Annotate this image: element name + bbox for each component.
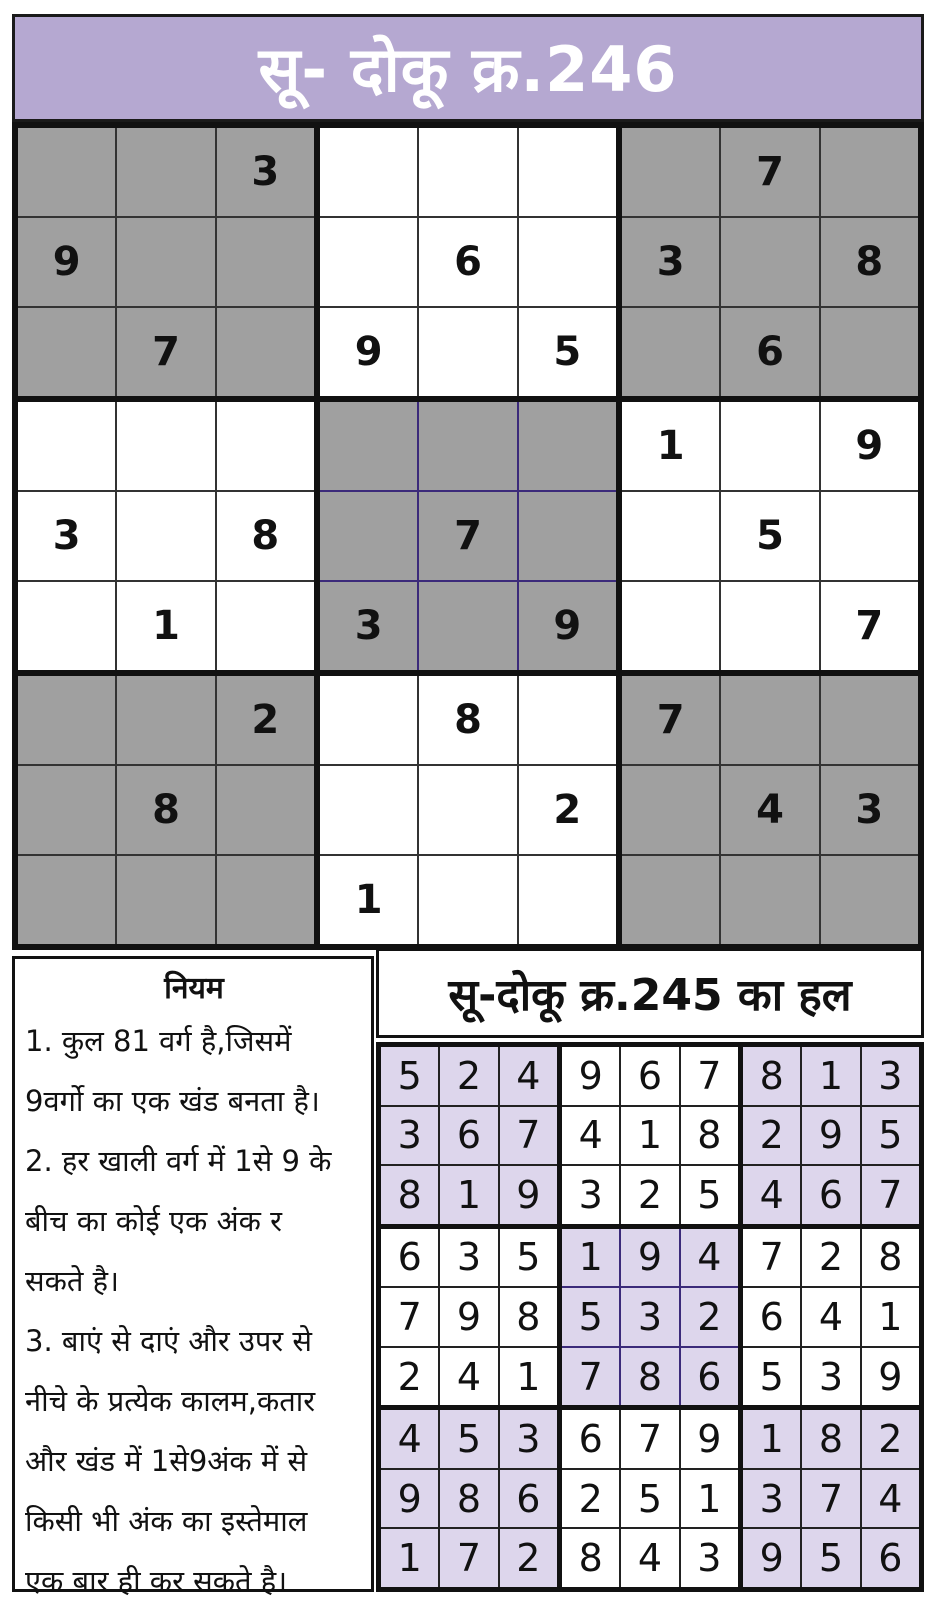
given-cell: 9 bbox=[320, 308, 417, 396]
sudoku-box bbox=[18, 676, 314, 944]
empty-cell[interactable] bbox=[117, 856, 214, 944]
solution-cell: 1 bbox=[681, 1470, 738, 1528]
rule-line: बीच का कोई एक अंक र bbox=[25, 1204, 282, 1238]
given-cell: 1 bbox=[117, 582, 214, 670]
empty-cell[interactable] bbox=[622, 308, 719, 396]
solution-title: सू-दोकू क्र.245 का हल bbox=[376, 948, 924, 1038]
sudoku-box bbox=[381, 1229, 557, 1406]
solution-cell: 8 bbox=[681, 1107, 738, 1165]
solution-cell: 4 bbox=[621, 1529, 678, 1587]
solution-cell: 1 bbox=[621, 1107, 678, 1165]
solution-cell: 5 bbox=[681, 1166, 738, 1224]
sudoku-box bbox=[320, 676, 616, 944]
solution-cell: 4 bbox=[743, 1166, 800, 1224]
sudoku-box bbox=[743, 1229, 919, 1406]
empty-cell[interactable] bbox=[821, 856, 918, 944]
empty-cell[interactable] bbox=[18, 766, 115, 854]
empty-cell[interactable] bbox=[18, 128, 115, 216]
puzzle-title: सू- दोकू क्र.246 bbox=[12, 14, 924, 122]
solution-cell: 5 bbox=[381, 1047, 438, 1105]
sudoku-box bbox=[743, 1047, 919, 1224]
given-cell: 5 bbox=[519, 308, 616, 396]
empty-cell[interactable] bbox=[519, 402, 616, 490]
solution-cell: 7 bbox=[802, 1470, 859, 1528]
given-cell: 8 bbox=[821, 218, 918, 306]
solution-cell: 1 bbox=[802, 1047, 859, 1105]
solution-cell: 9 bbox=[862, 1348, 919, 1406]
given-cell: 7 bbox=[821, 582, 918, 670]
solution-cell: 4 bbox=[862, 1470, 919, 1528]
given-cell: 3 bbox=[18, 492, 115, 580]
empty-cell[interactable] bbox=[117, 128, 214, 216]
solution-cell: 1 bbox=[500, 1348, 557, 1406]
solution-cell: 5 bbox=[743, 1348, 800, 1406]
empty-cell[interactable] bbox=[721, 856, 818, 944]
solution-cell: 8 bbox=[381, 1166, 438, 1224]
sudoku-box bbox=[562, 1047, 738, 1224]
given-cell: 7 bbox=[721, 128, 818, 216]
sudoku-box bbox=[743, 1410, 919, 1587]
solution-cell: 6 bbox=[681, 1348, 738, 1406]
given-cell: 3 bbox=[320, 582, 417, 670]
given-cell: 8 bbox=[117, 766, 214, 854]
given-cell: 9 bbox=[519, 582, 616, 670]
solution-cell: 9 bbox=[381, 1470, 438, 1528]
solution-cell: 2 bbox=[743, 1107, 800, 1165]
empty-cell[interactable] bbox=[519, 218, 616, 306]
empty-cell[interactable] bbox=[217, 582, 314, 670]
empty-cell[interactable] bbox=[320, 128, 417, 216]
rule-line: सकते है। bbox=[25, 1264, 120, 1298]
empty-cell[interactable] bbox=[419, 402, 516, 490]
empty-cell[interactable] bbox=[117, 676, 214, 764]
rule-line: एक बार ही कर सकते है। bbox=[25, 1564, 288, 1598]
sudoku-box bbox=[18, 128, 314, 396]
solution-cell: 1 bbox=[743, 1410, 800, 1468]
empty-cell[interactable] bbox=[622, 766, 719, 854]
solution-cell: 6 bbox=[802, 1166, 859, 1224]
given-cell: 3 bbox=[622, 218, 719, 306]
solution-cell: 4 bbox=[802, 1288, 859, 1346]
empty-cell[interactable] bbox=[217, 308, 314, 396]
given-cell: 9 bbox=[821, 402, 918, 490]
solution-cell: 5 bbox=[862, 1107, 919, 1165]
empty-cell[interactable] bbox=[419, 766, 516, 854]
solution-cell: 7 bbox=[681, 1047, 738, 1105]
sudoku-box bbox=[562, 1410, 738, 1587]
solution-cell: 2 bbox=[500, 1529, 557, 1587]
rule-line: 9वर्गो का एक खंड बनता है। bbox=[25, 1084, 320, 1118]
solution-cell: 8 bbox=[743, 1047, 800, 1105]
empty-cell[interactable] bbox=[117, 402, 214, 490]
empty-cell[interactable] bbox=[821, 128, 918, 216]
sudoku-box bbox=[622, 402, 918, 670]
solution-cell: 5 bbox=[562, 1288, 619, 1346]
solution-cell: 9 bbox=[621, 1229, 678, 1287]
empty-cell[interactable] bbox=[18, 582, 115, 670]
solution-cell: 3 bbox=[562, 1166, 619, 1224]
solution-cell: 6 bbox=[621, 1047, 678, 1105]
empty-cell[interactable] bbox=[821, 308, 918, 396]
empty-cell[interactable] bbox=[419, 308, 516, 396]
rule-line: 3. बाएं से दाएं और उपर से bbox=[25, 1324, 312, 1358]
solution-cell: 5 bbox=[500, 1229, 557, 1287]
solution-cell: 3 bbox=[440, 1229, 497, 1287]
empty-cell[interactable] bbox=[18, 402, 115, 490]
solution-cell: 7 bbox=[743, 1229, 800, 1287]
solution-cell: 6 bbox=[862, 1529, 919, 1587]
empty-cell[interactable] bbox=[117, 492, 214, 580]
sudoku-box bbox=[622, 128, 918, 396]
given-cell: 1 bbox=[320, 856, 417, 944]
empty-cell[interactable] bbox=[821, 676, 918, 764]
solution-cell: 9 bbox=[562, 1047, 619, 1105]
empty-cell[interactable] bbox=[320, 402, 417, 490]
solution-cell: 2 bbox=[621, 1166, 678, 1224]
sudoku-box bbox=[622, 676, 918, 944]
sudoku-box bbox=[381, 1047, 557, 1224]
given-cell: 7 bbox=[622, 676, 719, 764]
sudoku-box bbox=[320, 402, 616, 670]
sudoku-box bbox=[562, 1229, 738, 1406]
empty-cell[interactable] bbox=[721, 402, 818, 490]
sudoku-box bbox=[320, 128, 616, 396]
solution-cell: 3 bbox=[500, 1410, 557, 1468]
given-cell: 2 bbox=[519, 766, 616, 854]
solution-cell: 9 bbox=[500, 1166, 557, 1224]
empty-cell[interactable] bbox=[622, 128, 719, 216]
solution-cell: 7 bbox=[562, 1348, 619, 1406]
empty-cell[interactable] bbox=[622, 582, 719, 670]
rule-line: और खंड में 1से9अंक में से bbox=[25, 1444, 308, 1478]
solution-cell: 7 bbox=[440, 1529, 497, 1587]
solution-cell: 1 bbox=[381, 1529, 438, 1587]
empty-cell[interactable] bbox=[217, 218, 314, 306]
given-cell: 6 bbox=[419, 218, 516, 306]
given-cell: 7 bbox=[419, 492, 516, 580]
solution-cell: 4 bbox=[500, 1047, 557, 1105]
solution-cell: 5 bbox=[621, 1470, 678, 1528]
empty-cell[interactable] bbox=[217, 856, 314, 944]
solution-cell: 8 bbox=[500, 1288, 557, 1346]
solution-cell: 4 bbox=[562, 1107, 619, 1165]
solution-cell: 6 bbox=[381, 1229, 438, 1287]
empty-cell[interactable] bbox=[18, 308, 115, 396]
solution-cell: 6 bbox=[500, 1470, 557, 1528]
solution-cell: 3 bbox=[802, 1348, 859, 1406]
solution-cell: 2 bbox=[681, 1288, 738, 1346]
empty-cell[interactable] bbox=[419, 128, 516, 216]
solution-cell: 6 bbox=[743, 1288, 800, 1346]
given-cell: 8 bbox=[419, 676, 516, 764]
solution-cell: 4 bbox=[681, 1229, 738, 1287]
solution-cell: 9 bbox=[440, 1288, 497, 1346]
sudoku-box bbox=[381, 1410, 557, 1587]
given-cell: 6 bbox=[721, 308, 818, 396]
empty-cell[interactable] bbox=[519, 492, 616, 580]
solution-cell: 7 bbox=[500, 1107, 557, 1165]
solution-cell: 9 bbox=[681, 1410, 738, 1468]
empty-cell[interactable] bbox=[18, 676, 115, 764]
sudoku-puzzle-grid bbox=[12, 122, 924, 950]
solution-cell: 7 bbox=[381, 1288, 438, 1346]
solution-cell: 8 bbox=[862, 1229, 919, 1287]
solution-cell: 5 bbox=[802, 1529, 859, 1587]
rule-line: 1. कुल 81 वर्ग है,जिसमें bbox=[25, 1024, 292, 1058]
solution-cell: 8 bbox=[562, 1529, 619, 1587]
solution-cell: 2 bbox=[862, 1410, 919, 1468]
solution-cell: 1 bbox=[440, 1166, 497, 1224]
empty-cell[interactable] bbox=[519, 676, 616, 764]
empty-cell[interactable] bbox=[721, 582, 818, 670]
solution-cell: 3 bbox=[862, 1047, 919, 1105]
empty-cell[interactable] bbox=[622, 492, 719, 580]
empty-cell[interactable] bbox=[419, 582, 516, 670]
empty-cell[interactable] bbox=[217, 402, 314, 490]
empty-cell[interactable] bbox=[217, 766, 314, 854]
rules-panel bbox=[12, 956, 374, 1598]
empty-cell[interactable] bbox=[117, 218, 214, 306]
empty-cell[interactable] bbox=[519, 128, 616, 216]
solution-cell: 8 bbox=[802, 1410, 859, 1468]
rule-line: किसी भी अंक का इस्तेमाल bbox=[25, 1504, 308, 1538]
given-cell: 9 bbox=[18, 218, 115, 306]
empty-cell[interactable] bbox=[821, 492, 918, 580]
empty-cell[interactable] bbox=[721, 676, 818, 764]
solution-cell: 5 bbox=[440, 1410, 497, 1468]
solution-cell: 4 bbox=[440, 1348, 497, 1406]
solution-cell: 2 bbox=[562, 1470, 619, 1528]
solution-cell: 7 bbox=[621, 1410, 678, 1468]
solution-cell: 2 bbox=[440, 1047, 497, 1105]
empty-cell[interactable] bbox=[320, 492, 417, 580]
empty-cell[interactable] bbox=[18, 856, 115, 944]
empty-cell[interactable] bbox=[320, 676, 417, 764]
empty-cell[interactable] bbox=[721, 218, 818, 306]
empty-cell[interactable] bbox=[320, 218, 417, 306]
sudoku-box bbox=[18, 402, 314, 670]
solution-cell: 3 bbox=[381, 1107, 438, 1165]
solution-cell: 9 bbox=[743, 1529, 800, 1587]
rules-heading: नियम bbox=[164, 971, 224, 1006]
empty-cell[interactable] bbox=[320, 766, 417, 854]
given-cell: 8 bbox=[217, 492, 314, 580]
empty-cell[interactable] bbox=[419, 856, 516, 944]
given-cell: 2 bbox=[217, 676, 314, 764]
solution-cell: 7 bbox=[862, 1166, 919, 1224]
solution-cell: 8 bbox=[621, 1348, 678, 1406]
empty-cell[interactable] bbox=[622, 856, 719, 944]
solution-cell: 3 bbox=[681, 1529, 738, 1587]
solution-cell: 9 bbox=[802, 1107, 859, 1165]
solution-cell: 1 bbox=[862, 1288, 919, 1346]
empty-cell[interactable] bbox=[519, 856, 616, 944]
solution-cell: 3 bbox=[621, 1288, 678, 1346]
given-cell: 5 bbox=[721, 492, 818, 580]
given-cell: 7 bbox=[117, 308, 214, 396]
solution-cell: 6 bbox=[562, 1410, 619, 1468]
solution-cell: 3 bbox=[743, 1470, 800, 1528]
given-cell: 4 bbox=[721, 766, 818, 854]
given-cell: 1 bbox=[622, 402, 719, 490]
sudoku-solution-grid bbox=[376, 1042, 924, 1592]
solution-cell: 1 bbox=[562, 1229, 619, 1287]
solution-cell: 4 bbox=[381, 1410, 438, 1468]
solution-cell: 6 bbox=[440, 1107, 497, 1165]
solution-cell: 8 bbox=[440, 1470, 497, 1528]
solution-cell: 2 bbox=[381, 1348, 438, 1406]
solution-cell: 2 bbox=[802, 1229, 859, 1287]
rule-line: 2. हर खाली वर्ग में 1से 9 के bbox=[25, 1144, 332, 1178]
rule-line: नीचे के प्रत्येक कालम,कतार bbox=[25, 1384, 316, 1418]
given-cell: 3 bbox=[217, 128, 314, 216]
given-cell: 3 bbox=[821, 766, 918, 854]
